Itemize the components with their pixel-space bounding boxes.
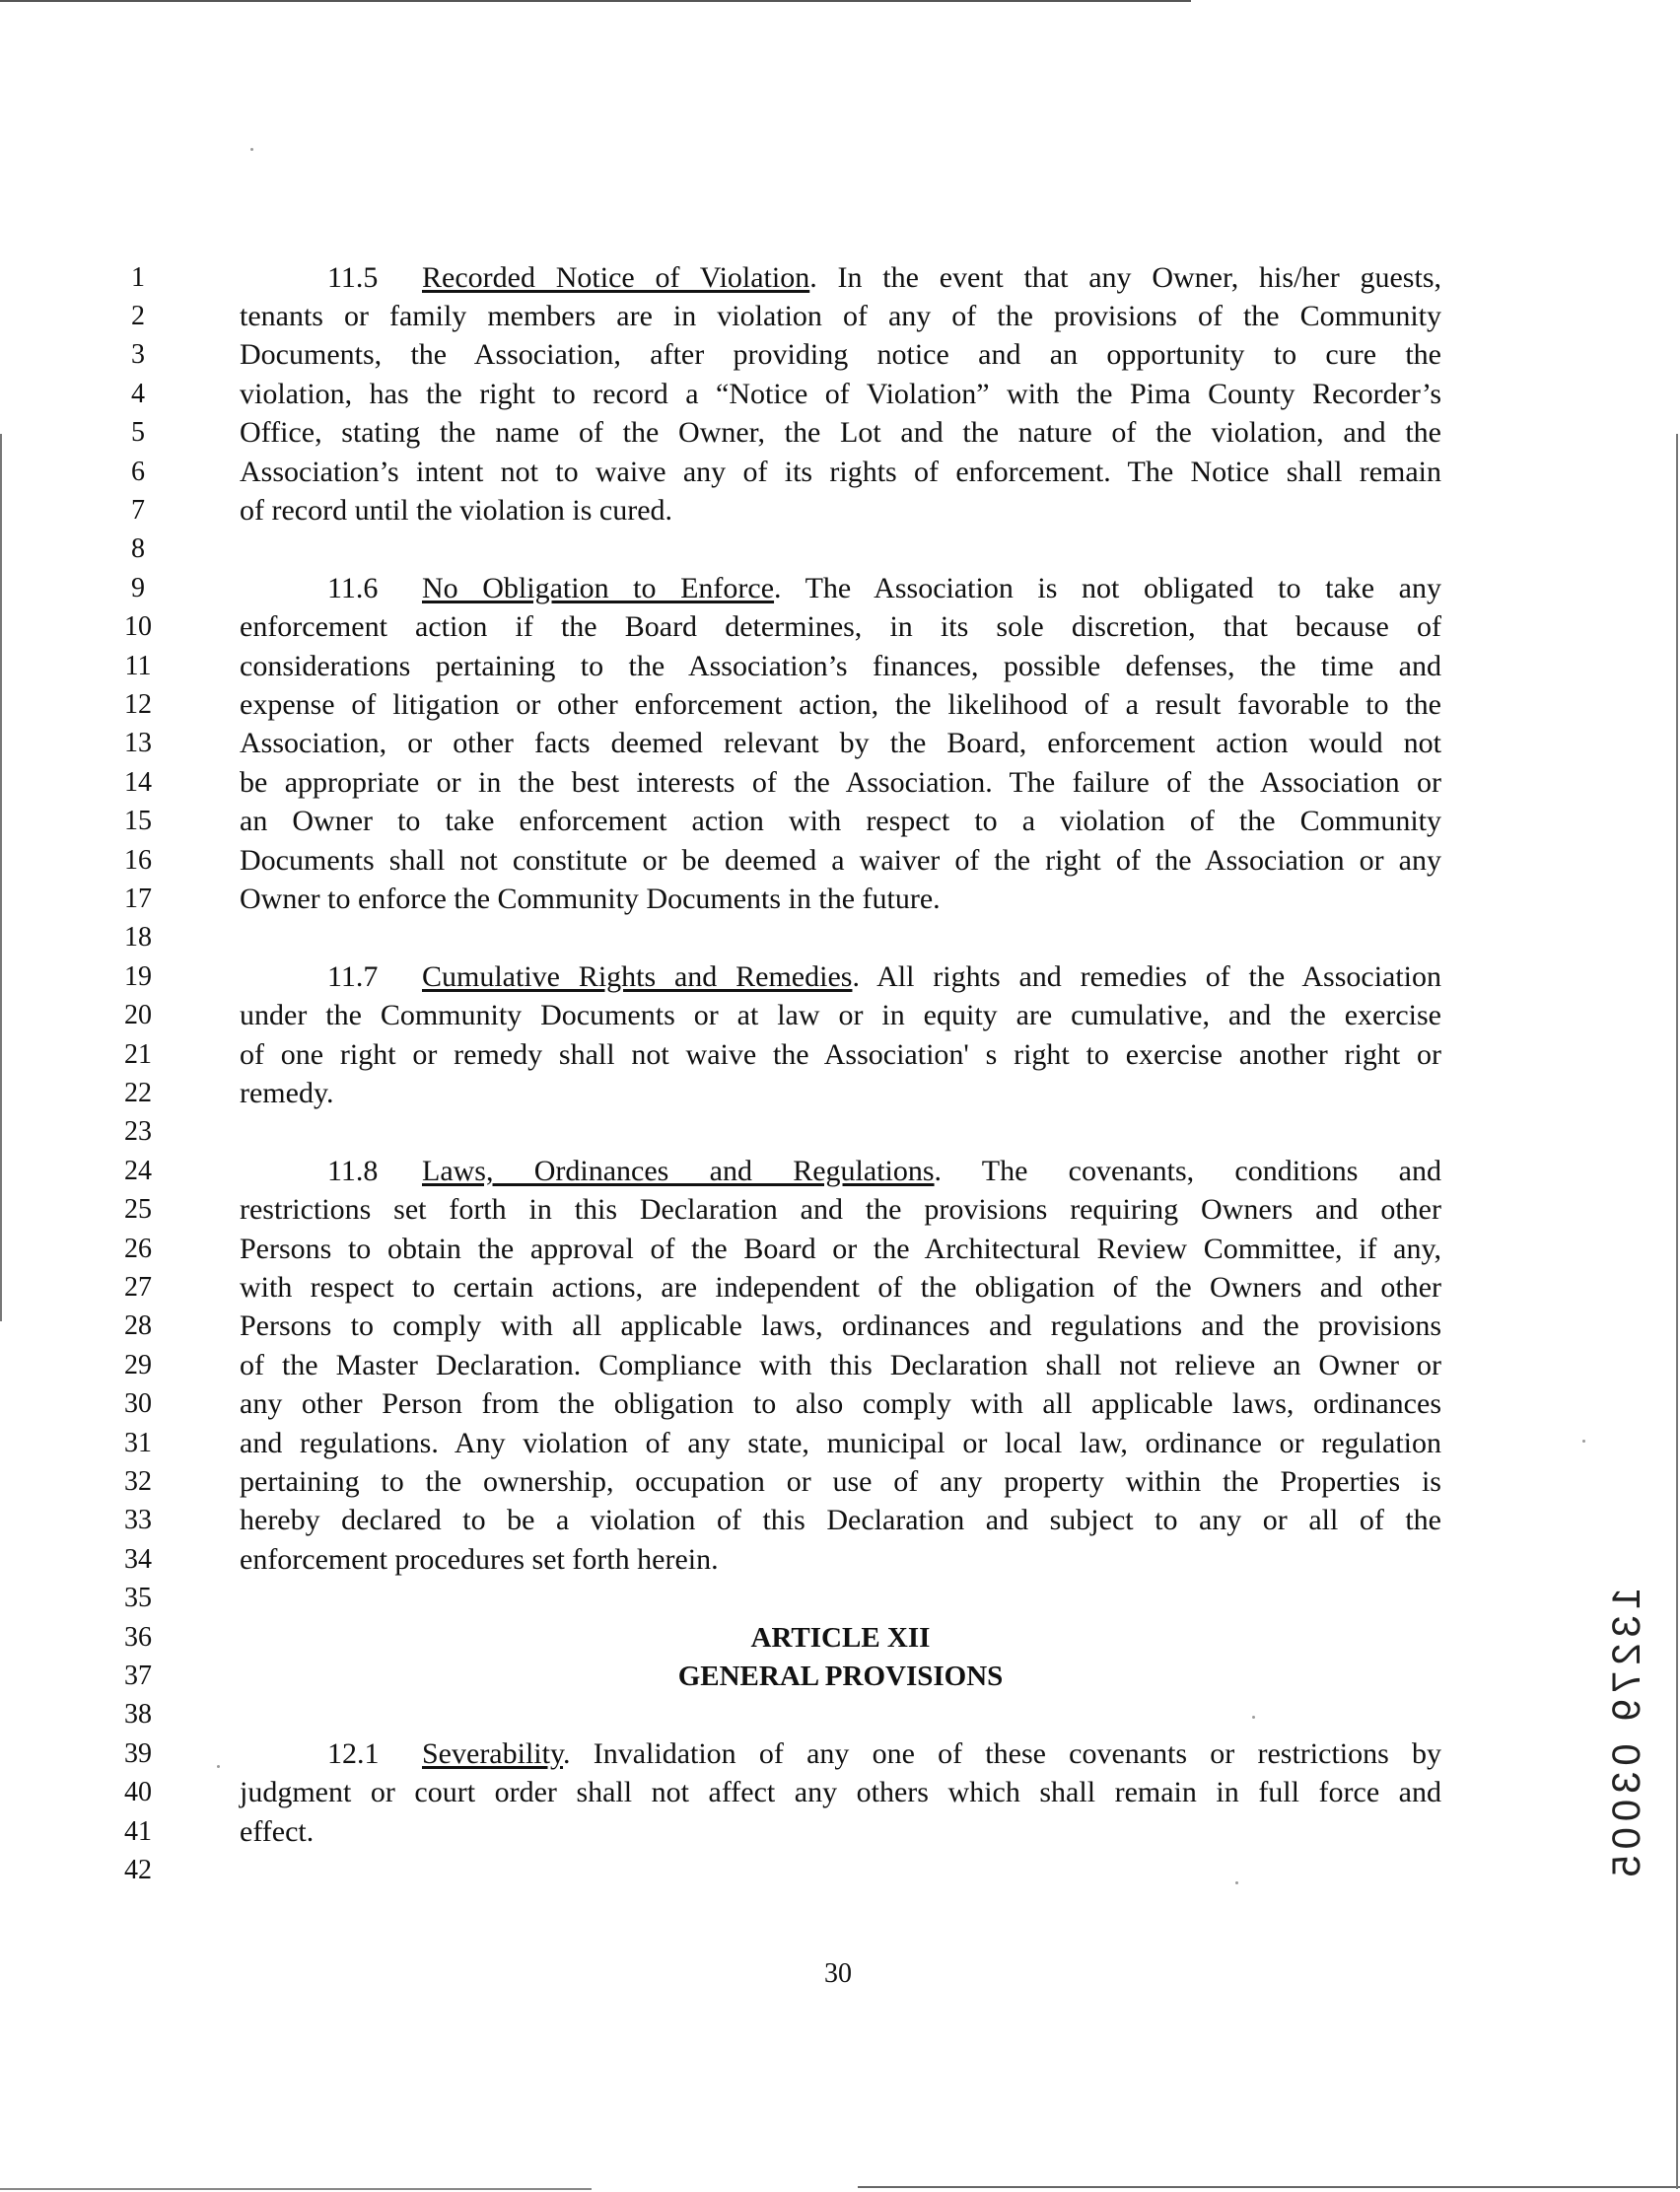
section-number: 11.5: [327, 261, 379, 294]
line-number: 11: [124, 651, 152, 681]
paragraph-line: of the Master Declaration. Compliance with this Declaration shall not relieve an Owner or: [240, 1349, 1441, 1381]
section-first-line-text: . The covenants, conditions and: [934, 1155, 1441, 1187]
section-title: Laws, Ordinances and Regulations: [422, 1155, 935, 1187]
line-number: 8: [131, 533, 145, 564]
line-number: 2: [131, 301, 145, 331]
scan-speck: [1252, 1716, 1255, 1719]
line-number: 17: [124, 884, 152, 914]
paragraph-line: under the Community Documents or at law or in equity are cumulative, and the exercise: [240, 999, 1441, 1031]
line-number: 29: [124, 1350, 152, 1380]
line-number: 33: [124, 1505, 152, 1535]
section-first-line-text: . Invalidation of any one of these covenants or restrictions by: [563, 1737, 1441, 1770]
line-number: 39: [124, 1738, 152, 1769]
section-number: 11.6: [327, 572, 379, 604]
scan-edge-right: [1676, 434, 1678, 2189]
paragraph-line: violation, has the right to record a “Notice of Violation” with the Pima County Recorder’s: [240, 378, 1441, 410]
scan-speck: [1235, 1881, 1238, 1884]
paragraph-line: be appropriate or in the best interests of the Association. The failure of the Association or: [240, 766, 1441, 799]
recording-stamp-text: 13279 03005: [1605, 1588, 1648, 1883]
paragraph-line: Owner to enforce the Community Documents in the future.: [240, 883, 941, 915]
section-first-line-text: . All rights and remedies of the Association: [852, 960, 1442, 993]
page-number: 30: [824, 1958, 852, 1989]
line-number: 23: [124, 1116, 152, 1147]
line-number: 27: [124, 1272, 152, 1303]
paragraph-line: and regulations. Any violation of any state, municipal or local law, ordinance or regulation: [240, 1427, 1441, 1459]
paragraph-line: Office, stating the name of the Owner, the Lot and the nature of the violation, and the: [240, 416, 1441, 449]
paragraph-line: Association, or other facts deemed relevant by the Board, enforcement action would not: [240, 727, 1441, 759]
line-number: 42: [124, 1855, 152, 1885]
line-number: 37: [124, 1661, 152, 1691]
paragraph-line: enforcement action if the Board determines, in its sole discretion, that because of: [240, 610, 1441, 643]
line-number: 34: [124, 1544, 152, 1575]
paragraph-line: hereby declared to be a violation of this Declaration and subject to any or all of the: [240, 1504, 1441, 1536]
line-number: 35: [124, 1583, 152, 1613]
paragraph-line: Documents, the Association, after providing notice and an opportunity to cure the: [240, 338, 1441, 371]
scan-edge-bottom-left: [0, 2188, 592, 2190]
paragraph-line: effect.: [240, 1815, 315, 1848]
line-number: 28: [124, 1310, 152, 1341]
paragraph-line: considerations pertaining to the Association’s finances, possible defenses, the time and: [240, 650, 1441, 682]
line-number: 7: [131, 495, 145, 526]
paragraph-line: remedy.: [240, 1077, 334, 1109]
line-number: 13: [124, 728, 152, 758]
section-number: 12.1: [327, 1737, 380, 1770]
line-number: 12: [124, 689, 152, 720]
paragraph-line: any other Person from the obligation to also comply with all applicable laws, ordinances: [240, 1387, 1441, 1420]
paragraph-line: of one right or remedy shall not waive the Association' s right to exercise another right or: [240, 1038, 1441, 1071]
recording-stamp: [1595, 1588, 1654, 2002]
paragraph-line: with respect to certain actions, are independent of the obligation of the Owners and other: [240, 1271, 1441, 1304]
section-title: Severability: [422, 1737, 564, 1770]
section-title: Cumulative Rights and Remedies: [422, 960, 853, 993]
paragraph-line: Persons to comply with all applicable laws, ordinances and regulations and the provisions: [240, 1309, 1441, 1342]
line-number: 15: [124, 806, 152, 836]
section-title: Recorded Notice of Violation: [422, 261, 810, 294]
paragraph-line: Association’s intent not to waive any of its rights of enforcement. The Notice shall remain: [240, 456, 1441, 488]
line-number: 31: [124, 1428, 152, 1458]
line-number: 36: [124, 1622, 152, 1653]
paragraph-line: restrictions set forth in this Declaration and the provisions requiring Owners and other: [240, 1193, 1441, 1226]
line-number: 4: [131, 379, 145, 409]
paragraph-line: Documents shall not constitute or be deemed a waiver of the right of the Association or any: [240, 844, 1441, 877]
article-subheading: GENERAL PROVISIONS: [677, 1661, 1004, 1692]
line-number: 22: [124, 1078, 152, 1108]
section-number: 11.8: [327, 1155, 379, 1187]
line-number: 41: [124, 1816, 152, 1847]
section-title: No Obligation to Enforce: [422, 572, 775, 604]
paragraph-line: expense of litigation or other enforcement action, the likelihood of a result favorable to the: [240, 688, 1441, 721]
line-number: 18: [124, 922, 152, 953]
line-number: 16: [124, 845, 152, 876]
line-number: 10: [124, 611, 152, 642]
section-first-line: [327, 1734, 1441, 1774]
scan-edge-top: [0, 0, 1191, 2]
line-number: 14: [124, 767, 152, 798]
line-number: 26: [124, 1234, 152, 1264]
line-number: 1: [131, 262, 145, 293]
scan-edge-left: [0, 434, 2, 1321]
scan-speck: [217, 1765, 220, 1768]
scan-edge-bottom: [858, 2186, 1680, 2188]
line-number: 9: [131, 573, 145, 603]
paragraph-line: of record until the violation is cured.: [240, 494, 673, 527]
line-number: 6: [131, 457, 145, 487]
paragraph-line: Persons to obtain the approval of the Board or the Architectural Review Committee, if any,: [240, 1233, 1441, 1265]
paragraph-line: pertaining to the ownership, occupation or use of any property within the Properties is: [240, 1465, 1441, 1498]
section-first-line-text: . The Association is not obligated to take any: [774, 572, 1441, 604]
section-first-line-text: . In the event that any Owner, his/her guests,: [809, 261, 1441, 294]
paragraph-line: enforcement procedures set forth herein.: [240, 1543, 719, 1576]
line-number: 40: [124, 1777, 152, 1807]
line-number: 30: [124, 1388, 152, 1419]
line-number: 32: [124, 1466, 152, 1497]
paragraph-line: an Owner to take enforcement action with respect to a violation of the Community: [240, 805, 1441, 837]
section-first-line: [327, 569, 1441, 608]
line-number: 19: [124, 961, 152, 992]
paragraph-line: judgment or court order shall not affect any others which shall remain in full force and: [240, 1776, 1441, 1808]
scan-speck: [1582, 1440, 1585, 1443]
section-first-line: [327, 258, 1441, 298]
article-heading: ARTICLE XII: [750, 1622, 931, 1654]
paragraph-line: tenants or family members are in violation of any of the provisions of the Community: [240, 300, 1441, 332]
section-number: 11.7: [327, 960, 379, 993]
line-number: 25: [124, 1194, 152, 1225]
scan-speck: [250, 148, 253, 151]
section-first-line: [327, 957, 1441, 997]
line-number: 20: [124, 1000, 152, 1030]
line-number: 38: [124, 1699, 152, 1730]
line-number: 24: [124, 1156, 152, 1186]
section-first-line: [327, 1152, 1441, 1191]
line-number: 3: [131, 339, 145, 370]
line-number: 5: [131, 417, 145, 448]
line-number: 21: [124, 1039, 152, 1070]
